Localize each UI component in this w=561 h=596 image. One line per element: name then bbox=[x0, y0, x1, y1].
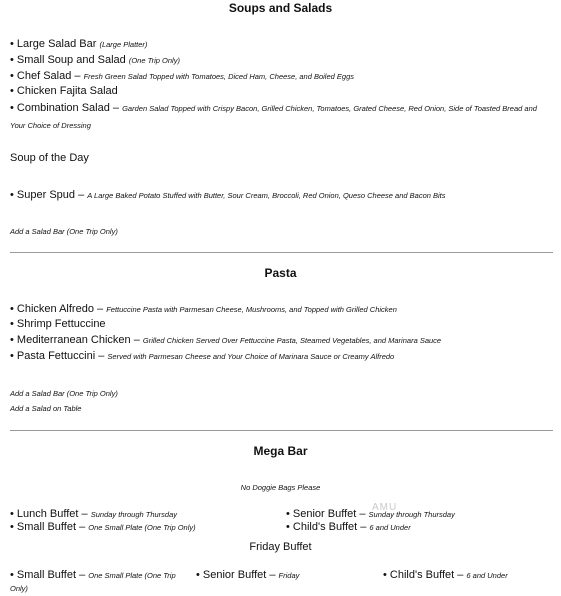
watermark: AMU bbox=[372, 502, 398, 513]
menu-item-friday-childs-buffet: • Child's Buffet – 6 and Under bbox=[383, 569, 508, 581]
menu-item-small-soup-salad: • Small Soup and Salad (One Trip Only) bbox=[10, 54, 180, 66]
mega-bar-note: No Doggie Bags Please bbox=[240, 483, 321, 492]
section-title-soups: Soups and Salads bbox=[228, 1, 333, 15]
section-title-pasta: Pasta bbox=[264, 266, 297, 280]
menu-item-mediterranean-chicken: • Mediterranean Chicken – Grilled Chicken Served Over Fettuccine Pasta, Steamed Vegetables, and Marinara Sauce bbox=[10, 334, 442, 346]
menu-item-chicken-fajita-salad: • Chicken Fajita Salad bbox=[10, 85, 118, 97]
menu-item-chef-salad: • Chef Salad – Fresh Green Salad Topped with Tomatoes, Diced Ham, Cheese, and Boiled Eggs bbox=[10, 70, 354, 82]
section-title-mega-bar: Mega Bar bbox=[253, 444, 308, 458]
divider-1 bbox=[10, 252, 553, 253]
section-title-friday-buffet: Friday Buffet bbox=[249, 541, 312, 553]
menu-item-small-buffet: • Small Buffet – One Small Plate (One Trip Only) bbox=[10, 521, 196, 533]
menu-item-childs-buffet: • Child's Buffet – 6 and Under bbox=[286, 521, 411, 533]
menu-item-large-salad-bar: • Large Salad Bar (Large Platter) bbox=[10, 38, 148, 50]
soup-of-the-day: Soup of the Day bbox=[10, 152, 89, 164]
menu-item-pasta-fettuccini: • Pasta Fettuccini – Served with Parmesan Cheese and Your Choice of Marinara Sauce or Creamy Alfredo bbox=[10, 350, 395, 362]
menu-item-chicken-alfredo: • Chicken Alfredo – Fettuccine Pasta with Parmesan Cheese, Mushrooms, and Topped with Grilled Chicken bbox=[10, 303, 397, 315]
pasta-note-salad-bar: Add a Salad Bar (One Trip Only) bbox=[10, 389, 118, 398]
menu-item-friday-small-buffet: • Small Buffet – One Small Plate (One Trip Only) bbox=[10, 569, 176, 593]
pasta-note-salad-table: Add a Salad on Table bbox=[10, 404, 82, 413]
menu-item-combination-salad: • Combination Salad – Garden Salad Topped with Crispy Bacon, Grilled Chicken, Tomatoes, Grated Cheese, Red Onion, Side of Toasted Bread and Your Choice of Dressing bbox=[10, 102, 537, 130]
divider-2 bbox=[10, 430, 553, 431]
menu-item-lunch-buffet: • Lunch Buffet – Sunday through Thursday bbox=[10, 508, 178, 520]
menu-item-senior-buffet: • Senior Buffet – Sunday through Thursday bbox=[286, 508, 455, 520]
menu-item-shrimp-fettuccine: • Shrimp Fettuccine bbox=[10, 318, 106, 330]
menu-item-friday-senior-buffet: • Senior Buffet – Friday bbox=[196, 569, 300, 581]
menu-item-super-spud: • Super Spud – A Large Baked Potato Stuffed with Butter, Sour Cream, Broccoli, Red Onion, Queso Cheese and Bacon Bits bbox=[10, 189, 446, 201]
soups-note: Add a Salad Bar (One Trip Only) bbox=[10, 227, 118, 236]
